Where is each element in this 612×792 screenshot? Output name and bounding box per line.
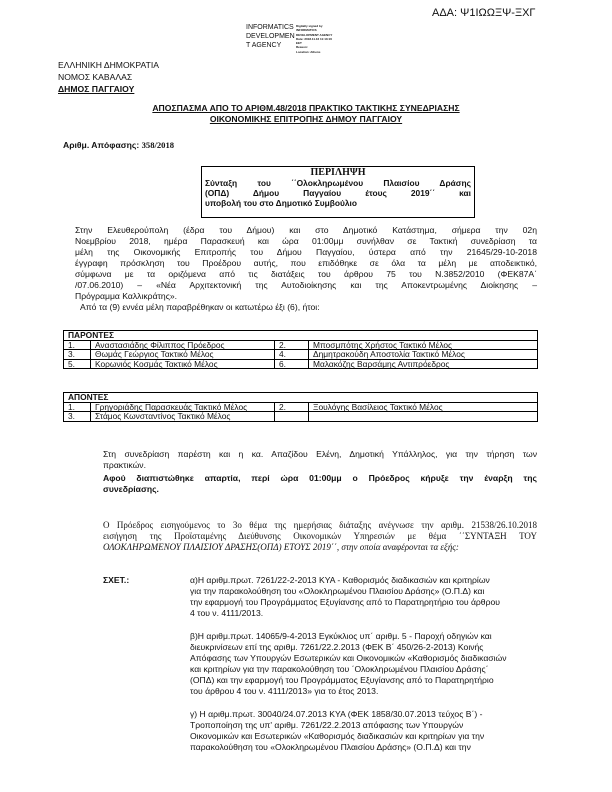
text-line: α)Η αριθμ.πρωτ. 7261/22-2-2013 ΚΥΑ - Καθορισμός διαδικασιών και κριτηρίων: [190, 575, 490, 585]
quorum-line: Αφού διαπιστώθηκε απαρτία, περί ώρα 01:00μμ ο Πρόεδρος κήρυξε την έναρξη της: [103, 473, 537, 483]
chair-line: Ο Πρόεδρος εισηγούμενος το 3ο θέμα της ημερήσιας διάταξης ανέγνωσε την αριθμ. 21538/26.10.2018: [103, 520, 537, 530]
cell: Θωμάς Γεώργιος Τακτικό Μέλος: [91, 350, 275, 360]
text-line: διευκρινίσεων επί της αριθμ. 7261/22.2.2013 (ΦΕΚ Β΄ 450/26-2-2013) Κοινής: [190, 642, 484, 652]
chair-line: ΟΛΟΚΛΗΡΩΜΕΝΟΥ ΠΛΑΙΣΙΟΥ ΔΡΑΣΗΣ(ΟΠΔ) ΕΤΟΥΣ 2019΄΄, στην οποία αναφέρονται τα εξής:: [103, 542, 459, 552]
cell: Αναστασιάδης Φίλιππος Πρόεδρος: [91, 340, 275, 350]
clerk-line: πρακτικών.: [103, 460, 146, 470]
text-line: Νοεμβρίου 2018, ημέρα Παρασκευή και ώρα 01:00μμ συνήλθαν σε Τακτική συνεδρίαση τα: [75, 236, 537, 246]
ada-code: ΑΔΑ: Ψ1ΙΩΩΞΨ-ΞΧΓ: [432, 7, 536, 19]
summary-box: [201, 166, 475, 218]
text-line: Πρόγραμμα Καλλικράτης».: [75, 291, 178, 301]
cell: 3.: [64, 412, 91, 422]
decision-number: [63, 140, 174, 151]
refs-label: ΣΧΕΤ.:: [103, 575, 130, 585]
stamp-org-line: INFORMATICS: [246, 24, 294, 31]
stamp-detail: EET: [296, 41, 302, 46]
stamp-detail: Reason:: [296, 45, 308, 50]
cell: [275, 412, 309, 422]
text-line: για την παρακολούθηση του «Ολοκληρωμένου Πλαισίου Δράσης» (Ο.Π.Δ) και: [190, 586, 485, 596]
stamp-detail: Digitally signed by: [296, 24, 323, 28]
cell: Μαλακόζης Βαρσάμης Αντιπρόεδρος: [309, 359, 538, 369]
document-title: ΟΙΚΟΝΟΜΙΚΗΣ ΕΠΙΤΡΟΠΗΣ ΔΗΜΟΥ ΠΑΓΓΑΙΟΥ: [209, 114, 403, 124]
cell: 2.: [275, 340, 309, 350]
table-row: [64, 359, 538, 369]
cell: Γρηγοριάδης Παρασκευάς Τακτικό Μέλος: [91, 402, 275, 412]
header-line: ΕΛΛΗΝΙΚΗ ΔΗΜΟΚΡΑΤΙΑ: [58, 60, 159, 70]
digital-signature-stamp: [246, 23, 333, 54]
text-line: την εφαρμογή του Προγράμματος Εξυγίανσης από το Παρατηρητήριο του άρθρου: [190, 597, 500, 607]
summary-heading: ΠΕΡΙΛΗΨΗ: [310, 167, 366, 178]
text-line: έγγραφη πρόσκληση του Προέδρου αυτής, που επιδόθηκε σε όλα τα μέλη με αποδεικτικό,: [75, 258, 537, 268]
cell: Ξουλόγης Βασίλειος Τακτικό Μέλος: [309, 402, 538, 412]
cell: Στάμος Κωνσταντίνος Τακτικό Μέλος: [91, 412, 275, 422]
stamp-detail: Location: Athens: [296, 49, 321, 54]
present-members-table: [63, 330, 538, 369]
text-line: Τροποποίηση της υπ' αριθμ. 7261/22.2.2013 απόφασης των Υπουργών: [190, 720, 464, 730]
cell: 6.: [275, 359, 309, 369]
stamp-org-line: DEVELOPMEN: [246, 33, 295, 40]
text-line: σύμφωνα με τα οριζόμενα από τις διατάξεις του άρθρου 75 του Ν.3852/2010 (ΦΕΚ87Α΄: [75, 269, 537, 279]
cell: 2.: [275, 402, 309, 412]
summary-line: Σύνταξη του ΄΄Ολοκληρωμένου Πλαισίου Δράσης: [205, 178, 471, 188]
text-line: (ΟΠΔ) και την εφαρμογή του Προγράμματος Εξυγίανσης από το Παρατηρητήριο: [190, 675, 494, 685]
text-line: Από τα (9) εννέα μέλη παραβρέθηκαν οι κατωτέρω έξι (6), ήτοι:: [80, 302, 320, 312]
absent-heading: ΑΠΟΝΤΕΣ: [64, 393, 538, 403]
cell: [309, 412, 538, 422]
text-line: β)Η αριθμ.πρωτ. 14065/9-4-2013 Εγκύκλιος υπ΄ αριθμ. 5 - Παροχή οδηγιών και: [190, 631, 492, 641]
cell: Δημητρακούδη Αποστολία Τακτικό Μέλος: [309, 350, 538, 360]
quorum-line: συνεδρίασης.: [103, 484, 159, 494]
decision-label: Αριθμ. Απόφασης:: [63, 140, 140, 150]
cell: 1.: [64, 340, 91, 350]
clerk-line: Στη συνεδρίαση παρέστη και η κα. Απαζίδου Ελένη, Δημοτική Υπάλληλος, για την τήρηση των: [103, 449, 537, 459]
decision-value: 358/2018: [141, 140, 175, 150]
text-line: /07.06.2010) – «Νέα Αρχιτεκτονική της Αυτοδιοίκησης και της Αποκεντρωμένης Διοίκησης –: [75, 280, 537, 290]
cell: 4.: [275, 350, 309, 360]
stamp-detail: DEVELOPMENT AGENCY: [296, 32, 333, 37]
document-title: ΑΠΟΣΠΑΣΜΑ ΑΠΟ ΤΟ ΑΡΙΘΜ.48/2018 ΠΡΑΚΤΙΚΟ ΤΑΚΤΙΚΗΣ ΣΥΝΕΔΡΙΑΣΗΣ: [152, 103, 460, 113]
header-line: ΝΟΜΟΣ ΚΑΒΑΛΑΣ: [58, 72, 133, 82]
chair-line: εισήγηση της Προϊσταμένης Διεύθυνσης Οικονομικών Υπηρεσιών με θέμα ΄΄ΣΥΝΤΑΞΗ ΤΟΥ: [103, 531, 537, 541]
summary-line: (ΟΠΔ) Δήμου Παγγαίου έτους 2019΄΄ και: [205, 188, 471, 198]
text-line: και κριτηρίων για την παρακολούθηση του ΄Ολοκληρωμένου Πλαισίου Δράσης΄: [190, 664, 489, 674]
cell: 1.: [64, 402, 91, 412]
text-line: γ) Η αριθμ.πρωτ. 30040/24.07.2013 ΚΥΑ (ΦΕΚ 1858/30.07.2013 τεύχος Β΄) -: [190, 709, 483, 719]
stamp-detail: Date: 2018.11.16 11:13:16: [296, 36, 332, 41]
absent-members-table: [63, 392, 538, 422]
text-line: Απόφασης των Υπουργών Εσωτερικών και Οικονομικών «Καθορισμός διαδικασιών: [190, 653, 507, 663]
text-line: 4 του ν. 4111/2013.: [190, 608, 264, 618]
text-line: παρακολούθηση του «Ολοκληρωμένου Πλαισίου Δράσης» (Ο.Π.Δ) και την: [190, 742, 471, 752]
text-line: Στην Ελευθερούπολη (έδρα του Δήμου) και στο Δημοτικό Κατάστημα, σήμερα την 02η: [75, 225, 537, 235]
text-line: του άρθρου 4 του ν. 4111/2013» για το έτος 2013.: [190, 686, 379, 696]
municipality-name: ΔΗΜΟΣ ΠΑΓΓΑΙΟΥ: [58, 84, 135, 94]
present-heading: ΠΑΡΟΝΤΕΣ: [64, 331, 538, 341]
table-row: [64, 350, 538, 360]
cell: Κορωνιός Κοσμάς Τακτικό Μέλος: [91, 359, 275, 369]
table-row: [64, 412, 538, 422]
text-line: Οικονομικών και Εσωτερικών «Καθορισμός διαδικασιών και κριτηρίων για την: [190, 731, 485, 741]
text-line: μέλη της Οικονομικής Επιτροπής του Δήμου Παγγαίου, ύστερα από την 21645/29-10-2018: [75, 247, 537, 257]
stamp-detail: INFORMATICS: [296, 28, 317, 33]
stamp-org-line: T AGENCY: [246, 42, 282, 49]
cell: Μποσμπότης Χρήστος Τακτικό Μέλος: [309, 340, 538, 350]
summary-line: υποβολή του στο Δημοτικό Συμβούλιο: [205, 198, 357, 208]
cell: 5.: [64, 359, 91, 369]
cell: 3.: [64, 350, 91, 360]
